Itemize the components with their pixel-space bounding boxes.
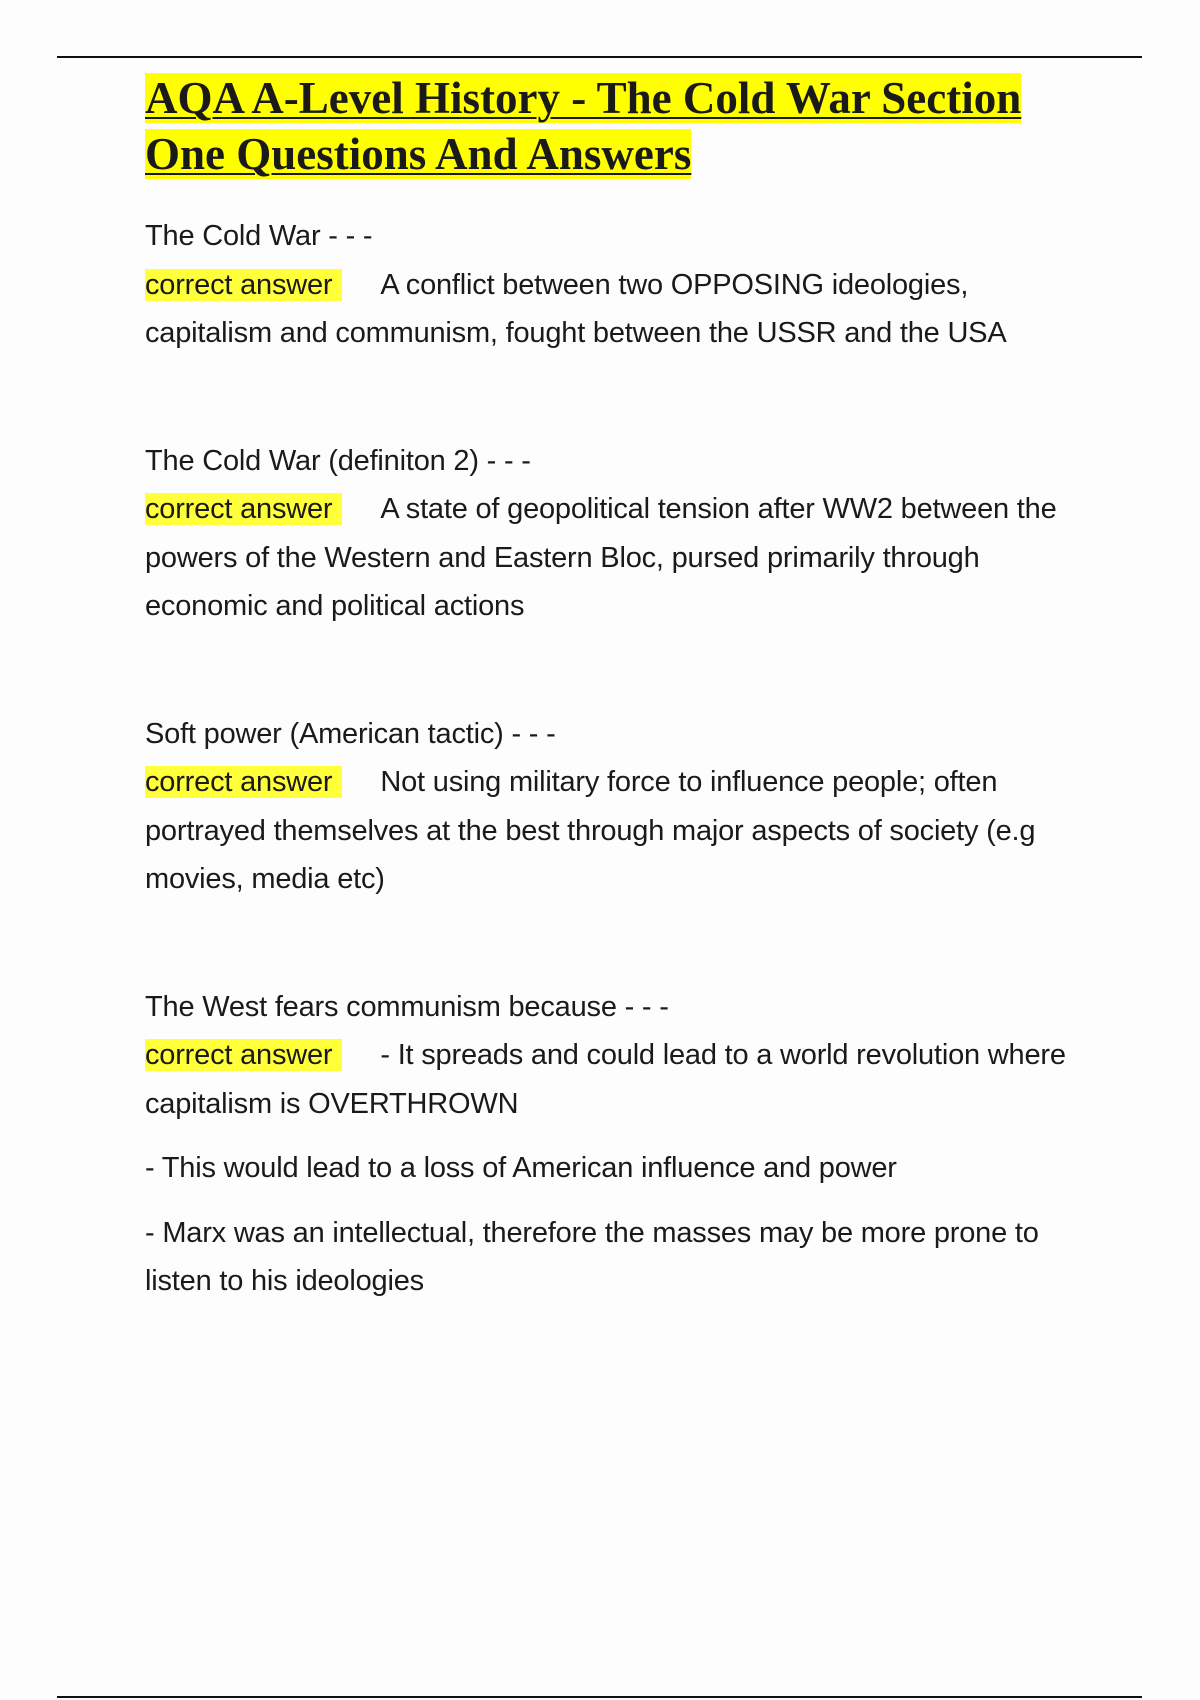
qa-item (145, 437, 1100, 631)
answer-label: correct answer (145, 1039, 342, 1071)
question-text: The Cold War - - - (145, 220, 373, 252)
answer-text: A conflict between two OPPOSING ideologies, capitalism and communism, fought between the USSR and the USA (145, 268, 1007, 349)
answer-label: correct answer (145, 766, 342, 798)
question-text: The West fears communism because - - - (145, 990, 669, 1023)
answer-text: - It spreads and could lead to a world revolution where capitalism is OVERTHROWN (145, 1039, 1066, 1120)
answer-extra-line: - This would lead to a loss of American influence and power (145, 1152, 897, 1184)
top-rule (57, 56, 1142, 58)
qa-item (145, 710, 1100, 904)
answer-text: Not using military force to influence people; often portrayed themselves at the best through major aspects of society (e.g movies, media etc) (145, 766, 1036, 895)
document-page (145, 70, 1100, 1306)
answer-label: correct answer (145, 493, 342, 525)
answer-text: A state of geopolitical tension after WW2 between the powers of the Western and Eastern Bloc, pursed primarily through economic and political actions (145, 493, 1057, 622)
qa-item (145, 983, 1100, 1306)
bottom-rule (57, 1696, 1142, 1698)
qa-item (145, 212, 1100, 358)
document-title: AQA A-Level History - The Cold War Section One Questions And Answers (145, 73, 1022, 179)
question-text: The Cold War (definiton 2) - - - (145, 444, 531, 477)
answer-label: correct answer (145, 269, 342, 301)
answer-extra-line: - Marx was an intellectual, therefore the masses may be more prone to listen to his ideologies (145, 1216, 1039, 1297)
question-text: Soft power (American tactic) - - - (145, 717, 556, 750)
